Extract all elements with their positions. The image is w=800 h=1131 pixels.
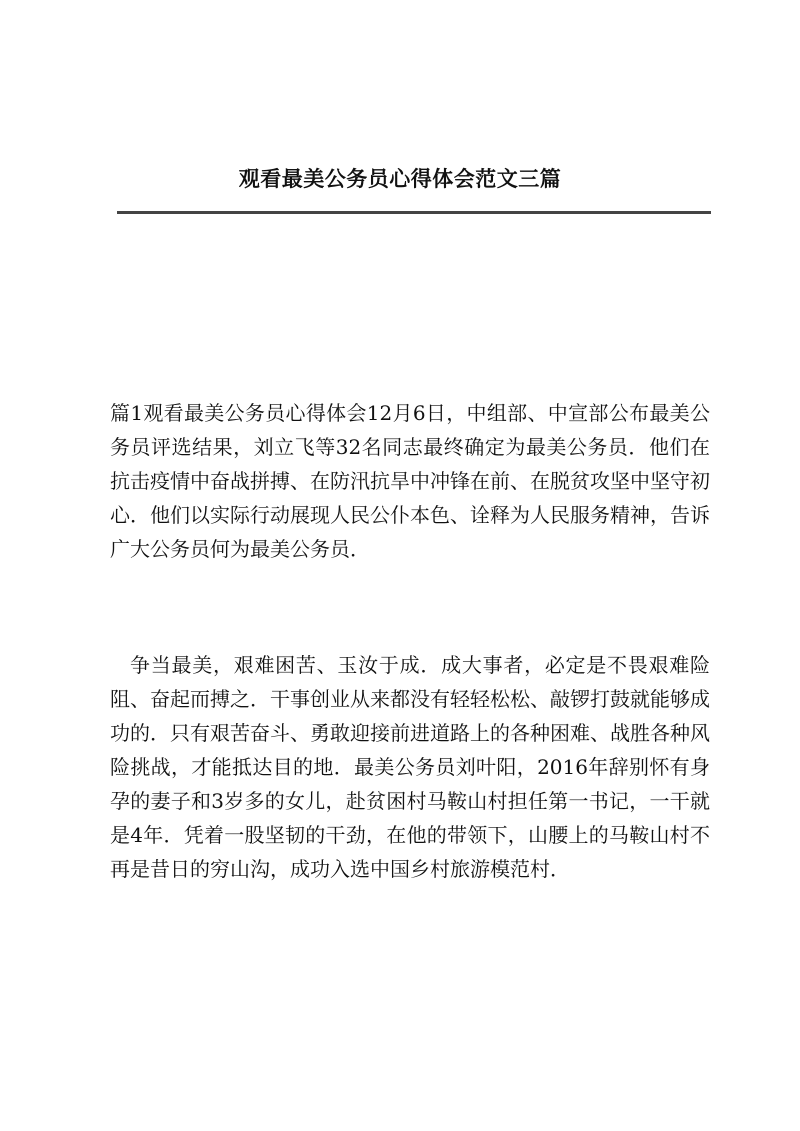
- document-title: 观看最美公务员心得体会范文三篇: [238, 166, 562, 191]
- title-underline-rule: [117, 211, 711, 214]
- paragraph-1: 篇1观看最美公务员心得体会12月6日，中组部、中宣部公布最美公务员评选结果，刘立飞等32名同志最终确定为最美公务员．他们在抗击疫情中奋战拼搏、在防汛抗旱中冲锋在前、在脱贫攻坚中坚守初心．他们以实际行动展现人民公仆本色、诠释为人民服务精神，告诉广大公务员何为最美公务员．: [110, 401, 710, 561]
- paragraph-2: 争当最美，艰难困苦、玉汝于成．成大事者，必定是不畏艰难险阻、奋起而搏之．干事创业从来都没有轻轻松松、敲锣打鼓就能够成功的．只有艰苦奋斗、勇敢迎接前进道路上的各种困难、战胜各种风险挑战，才能抵达目的地．最美公务员刘叶阳，2016年辞别怀有身孕的妻子和3岁多的女儿，赴贫困村马鞍山村担任第一书记，一干就是4年．凭着一股坚韧的干劲，在他的带领下，山腰上的马鞍山村不再是昔日的穷山沟，成功入选中国乡村旅游模范村．: [110, 653, 710, 881]
